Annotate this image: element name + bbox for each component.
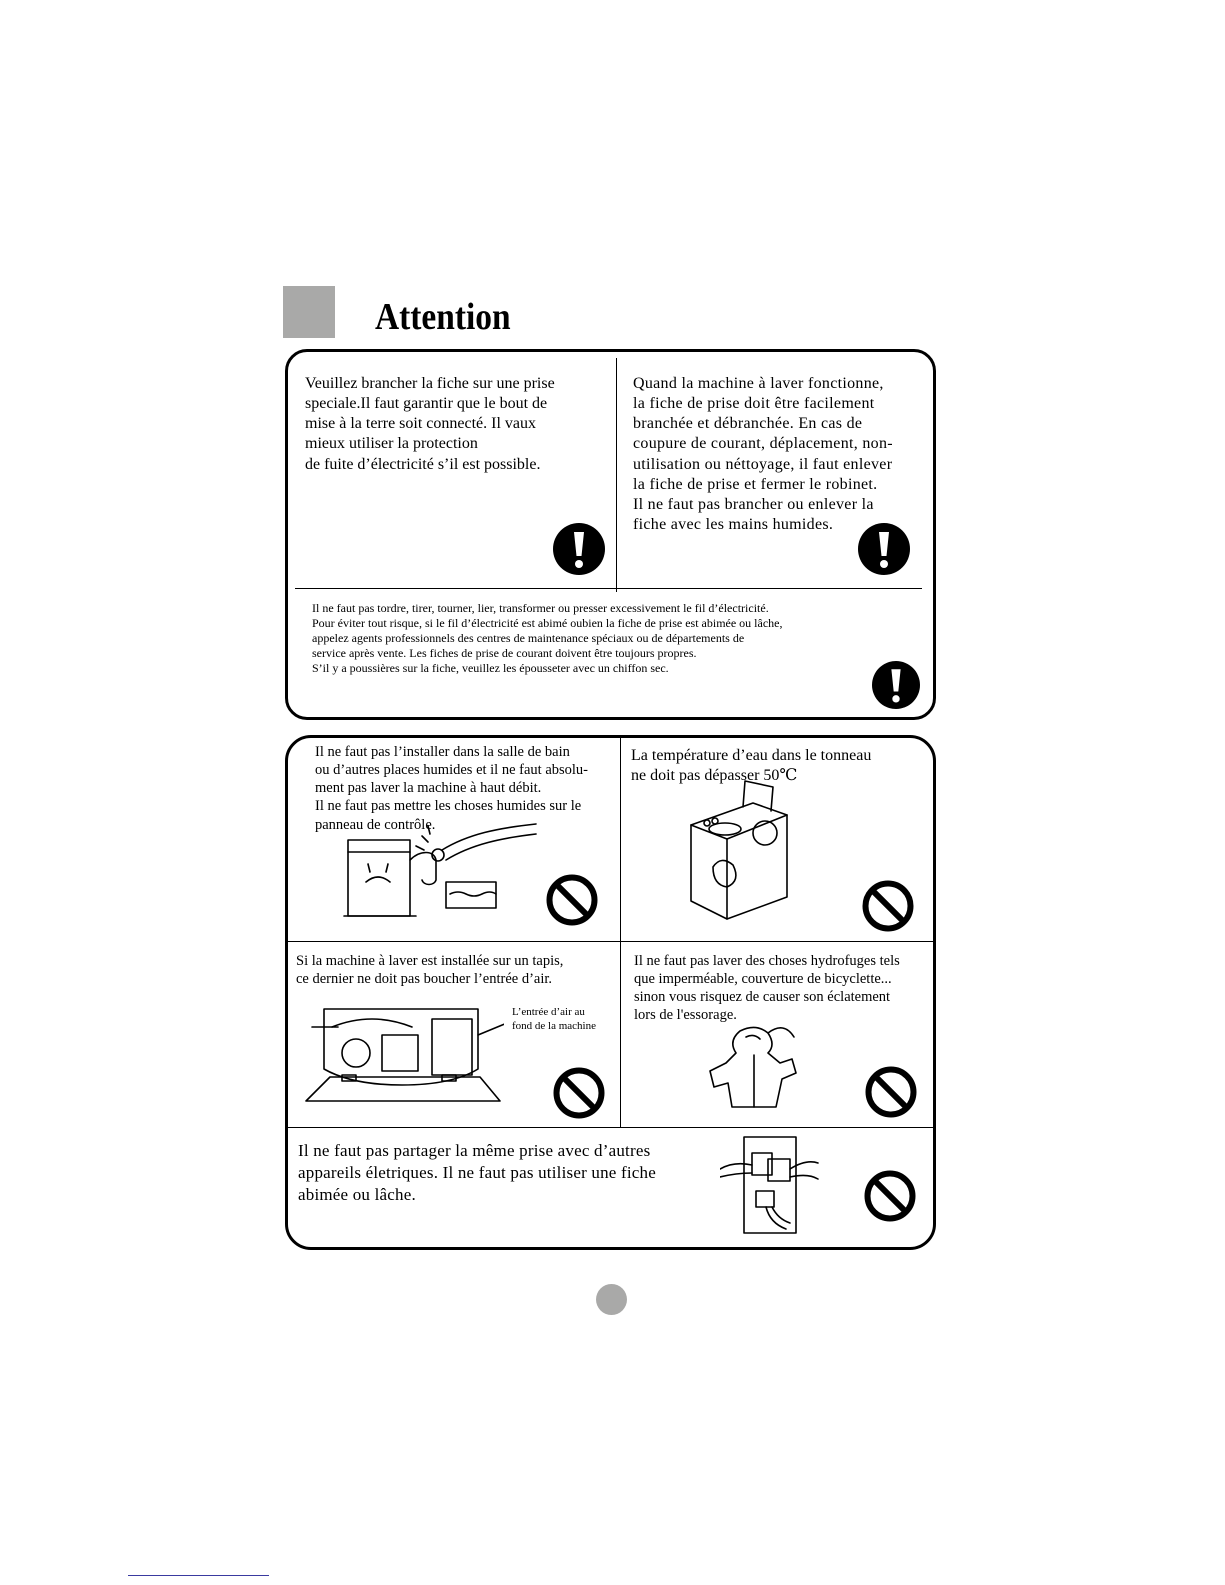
bottom-box-row-separator (287, 941, 934, 942)
exclamation-icon (553, 523, 605, 575)
bottom-box-row-separator (287, 1127, 934, 1128)
washer-spray-illustration (338, 820, 543, 930)
prohibition-icon (864, 1170, 916, 1222)
top-box-separator (295, 588, 922, 589)
shared-socket-text: Il ne faut pas partager la même prise avec d’autres appareils életriques. Il ne faut pas utiliser une fiche abimée ou lâche. (298, 1141, 656, 1204)
prohibition-icon (553, 1067, 605, 1119)
shared-socket-illustration (720, 1133, 820, 1238)
prohibition-icon (862, 880, 914, 932)
humid-place-text: Il ne faut pas l’installer dans la salle de bain ou d’autres places humides et il ne faut absolu- ment pas laver la machine à haut débit. Il ne faut pas mettre les choses humides sur le panneau de contrôle. (315, 744, 589, 833)
plug-grounding-text: Veuillez brancher la fiche sur une prise speciale.Il faut garantir que le bout de mise à la terre soit connecté. Il vaux mieux utiliser la protection de fuite d’électricité s’il est possible. (305, 375, 555, 473)
machine-bottom-illustration (302, 1005, 504, 1105)
unplug-text: Quand la machine à laver fonctionne, la fiche de prise doit être facilement branchée et débranchée. En cas de coupure de courant, déplacement, non- utilisation ou néttoyage, il faut enlever la fiche de prise et fermer le robinet. Il ne faut pas brancher ou enlever la fiche avec les mains humides. (633, 375, 893, 534)
water-temperature-text: La température d’eau dans le tonneau ne doit pas dépasser 50℃ (631, 747, 872, 785)
air-inlet-callout: L’entrée d’air au fond de la machine (512, 1006, 596, 1033)
top-box-divider (616, 358, 617, 592)
raincoat-illustration (706, 1023, 806, 1113)
carpet-text: Si la machine à laver est installée sur un tapis, ce dernier ne doit pas boucher l’entrée d’air. (296, 953, 564, 988)
page-number-marker (596, 1284, 627, 1315)
exclamation-icon (858, 523, 910, 575)
power-cord-text: Il ne faut pas tordre, tirer, tourner, lier, transformer ou presser excessivement le fil d’électricité. Pour éviter tout risque, si le fil d’électricité est abimé oubien la fiche de prise est abimée ou lâche, appelez agents professionnels des centres de maintenance spéciaux ou de départements de service après vente. Les fiches de prise de courant doivent être toujours propres. S’il y a poussières sur la fiche, veuillez les épousseter avec un chiffon sec. (312, 601, 783, 675)
bottom-box-divider (620, 737, 621, 1127)
page-title: Attention (375, 296, 511, 338)
hot-water-illustration (683, 777, 803, 923)
prohibition-icon (546, 874, 598, 926)
waterproof-text: Il ne faut pas laver des choses hydrofuges tels que imperméable, couverture de bicyclette... sinon vous risquez de causer son éclatement lors de l'essorage. (634, 953, 900, 1024)
footer-rule (128, 1575, 269, 1576)
prohibition-icon (865, 1066, 917, 1118)
exclamation-icon (872, 661, 920, 709)
section-marker (283, 286, 335, 338)
